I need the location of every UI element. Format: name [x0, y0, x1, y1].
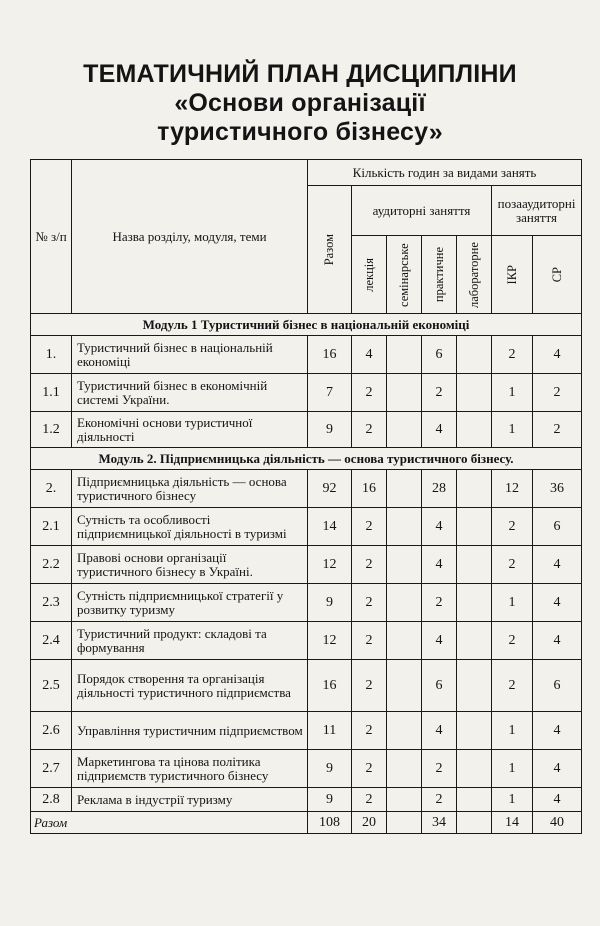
row-number: 2. — [31, 470, 72, 508]
row-number: 2.2 — [31, 546, 72, 584]
row-ikr: 2 — [492, 660, 533, 712]
page-title — [0, 60, 600, 147]
row-sr: 4 — [533, 336, 582, 374]
row-seminar — [387, 546, 422, 584]
row-practical: 2 — [422, 374, 457, 412]
totals-row — [31, 812, 582, 834]
row-ikr: 1 — [492, 788, 533, 812]
row-lecture: 16 — [352, 470, 387, 508]
totals-ikr: 14 — [492, 812, 533, 834]
row-number: 2.4 — [31, 622, 72, 660]
table-row — [31, 374, 582, 412]
row-total: 9 — [308, 750, 352, 788]
row-practical: 2 — [422, 788, 457, 812]
table-row — [31, 412, 582, 448]
row-sr: 6 — [533, 660, 582, 712]
row-practical: 6 — [422, 660, 457, 712]
row-ikr: 2 — [492, 336, 533, 374]
row-ikr: 1 — [492, 584, 533, 622]
row-name: Туристичний бізнес в національній економіці — [72, 336, 308, 374]
row-total: 14 — [308, 508, 352, 546]
header-seminar: семінарське — [387, 236, 422, 314]
row-practical: 4 — [422, 412, 457, 448]
module-1-title: Модуль 1 Туристичний бізнес в національній економіці — [31, 314, 582, 336]
row-name: Маркетингова та цінова політика підприємств туристичного бізнесу — [72, 750, 308, 788]
row-practical: 2 — [422, 584, 457, 622]
table-row — [31, 660, 582, 712]
row-sr: 4 — [533, 750, 582, 788]
totals-label: Разом — [31, 812, 308, 834]
row-lab — [457, 712, 492, 750]
row-total: 16 — [308, 336, 352, 374]
row-lecture: 2 — [352, 750, 387, 788]
row-lecture: 2 — [352, 374, 387, 412]
row-sr: 4 — [533, 788, 582, 812]
header-practical: практичне — [422, 236, 457, 314]
row-ikr: 2 — [492, 546, 533, 584]
row-practical: 4 — [422, 622, 457, 660]
row-total: 92 — [308, 470, 352, 508]
row-sr: 2 — [533, 374, 582, 412]
row-lecture: 2 — [352, 622, 387, 660]
row-seminar — [387, 508, 422, 546]
header-outside: позааудиторні заняття — [492, 186, 582, 236]
row-number: 1.1 — [31, 374, 72, 412]
table-row — [31, 470, 582, 508]
row-number: 2.1 — [31, 508, 72, 546]
row-lab — [457, 584, 492, 622]
row-seminar — [387, 336, 422, 374]
row-sr: 4 — [533, 584, 582, 622]
row-lab — [457, 374, 492, 412]
title-line-2: «Основи організації — [174, 89, 426, 117]
row-lecture: 2 — [352, 508, 387, 546]
header-lab: лабораторне — [457, 236, 492, 314]
table-row — [31, 622, 582, 660]
row-lecture: 4 — [352, 336, 387, 374]
row-practical: 2 — [422, 750, 457, 788]
row-practical: 4 — [422, 508, 457, 546]
row-total: 9 — [308, 584, 352, 622]
header-number: № з/п — [31, 160, 72, 314]
table-row — [31, 712, 582, 750]
title-line-3: туристичного бізнесу» — [157, 118, 443, 146]
row-total: 12 — [308, 546, 352, 584]
module-2-title: Модуль 2. Підприємницька діяльність — основа туристичного бізнесу. — [31, 448, 582, 470]
header-name: Назва розділу, модуля, теми — [72, 160, 308, 314]
row-name: Туристичний бізнес в економічній системі України. — [72, 374, 308, 412]
row-practical: 28 — [422, 470, 457, 508]
row-name: Порядок створення та організація діяльності туристичного підприємства — [72, 660, 308, 712]
row-ikr: 2 — [492, 622, 533, 660]
row-name: Туристичний продукт: складові та формування — [72, 622, 308, 660]
totals-total: 108 — [308, 812, 352, 834]
row-seminar — [387, 712, 422, 750]
table-row — [31, 788, 582, 812]
row-lecture: 2 — [352, 788, 387, 812]
row-name: Підприємницька діяльність — основа туристичного бізнесу — [72, 470, 308, 508]
row-number: 1.2 — [31, 412, 72, 448]
row-number: 2.3 — [31, 584, 72, 622]
row-ikr: 12 — [492, 470, 533, 508]
row-number: 2.8 — [31, 788, 72, 812]
totals-practical: 34 — [422, 812, 457, 834]
row-lecture: 2 — [352, 712, 387, 750]
row-practical: 4 — [422, 712, 457, 750]
row-practical: 6 — [422, 336, 457, 374]
table-row — [31, 546, 582, 584]
header-sr: СР — [533, 236, 582, 314]
row-name: Економічні основи туристичної діяльності — [72, 412, 308, 448]
row-lecture: 2 — [352, 546, 387, 584]
row-practical: 4 — [422, 546, 457, 584]
row-lab — [457, 336, 492, 374]
table-row — [31, 584, 582, 622]
row-lab — [457, 412, 492, 448]
row-name: Реклама в індустрії туризму — [72, 788, 308, 812]
table-row — [31, 508, 582, 546]
totals-lecture: 20 — [352, 812, 387, 834]
row-total: 9 — [308, 788, 352, 812]
row-lab — [457, 788, 492, 812]
row-sr: 2 — [533, 412, 582, 448]
row-sr: 4 — [533, 546, 582, 584]
row-seminar — [387, 412, 422, 448]
row-total: 16 — [308, 660, 352, 712]
row-seminar — [387, 470, 422, 508]
row-name: Сутність та особливості підприємницької діяльності в туризмі — [72, 508, 308, 546]
row-seminar — [387, 584, 422, 622]
row-lab — [457, 622, 492, 660]
row-name: Управління туристичним підприємством — [72, 712, 308, 750]
row-lab — [457, 508, 492, 546]
header-hours: Кількість годин за видами занять — [308, 160, 582, 186]
header-auditory: аудиторні заняття — [352, 186, 492, 236]
row-seminar — [387, 622, 422, 660]
row-sr: 4 — [533, 712, 582, 750]
row-seminar — [387, 788, 422, 812]
header-ikr: ІКР — [492, 236, 533, 314]
row-seminar — [387, 374, 422, 412]
thematic-plan-table — [30, 159, 582, 834]
table-row — [31, 336, 582, 374]
header-lecture: лекція — [352, 236, 387, 314]
row-lecture: 2 — [352, 660, 387, 712]
row-total: 12 — [308, 622, 352, 660]
row-seminar — [387, 750, 422, 788]
row-sr: 36 — [533, 470, 582, 508]
row-seminar — [387, 660, 422, 712]
row-lab — [457, 470, 492, 508]
header-total: Разом — [308, 186, 352, 314]
row-name: Сутність підприємницької стратегії у розвитку туризму — [72, 584, 308, 622]
row-number: 2.7 — [31, 750, 72, 788]
row-number: 1. — [31, 336, 72, 374]
table-row — [31, 750, 582, 788]
row-total: 9 — [308, 412, 352, 448]
totals-sr: 40 — [533, 812, 582, 834]
row-lab — [457, 546, 492, 584]
row-name: Правові основи організації туристичного бізнесу в Україні. — [72, 546, 308, 584]
row-lecture: 2 — [352, 412, 387, 448]
row-lecture: 2 — [352, 584, 387, 622]
row-sr: 6 — [533, 508, 582, 546]
row-ikr: 1 — [492, 750, 533, 788]
row-ikr: 2 — [492, 508, 533, 546]
row-total: 7 — [308, 374, 352, 412]
row-ikr: 1 — [492, 374, 533, 412]
totals-lab — [457, 812, 492, 834]
totals-seminar — [387, 812, 422, 834]
title-line-1: ТЕМАТИЧНИЙ ПЛАН ДИСЦИПЛІНИ — [83, 60, 517, 88]
row-ikr: 1 — [492, 412, 533, 448]
row-ikr: 1 — [492, 712, 533, 750]
row-total: 11 — [308, 712, 352, 750]
row-lab — [457, 750, 492, 788]
row-number: 2.5 — [31, 660, 72, 712]
row-lab — [457, 660, 492, 712]
row-sr: 4 — [533, 622, 582, 660]
row-number: 2.6 — [31, 712, 72, 750]
